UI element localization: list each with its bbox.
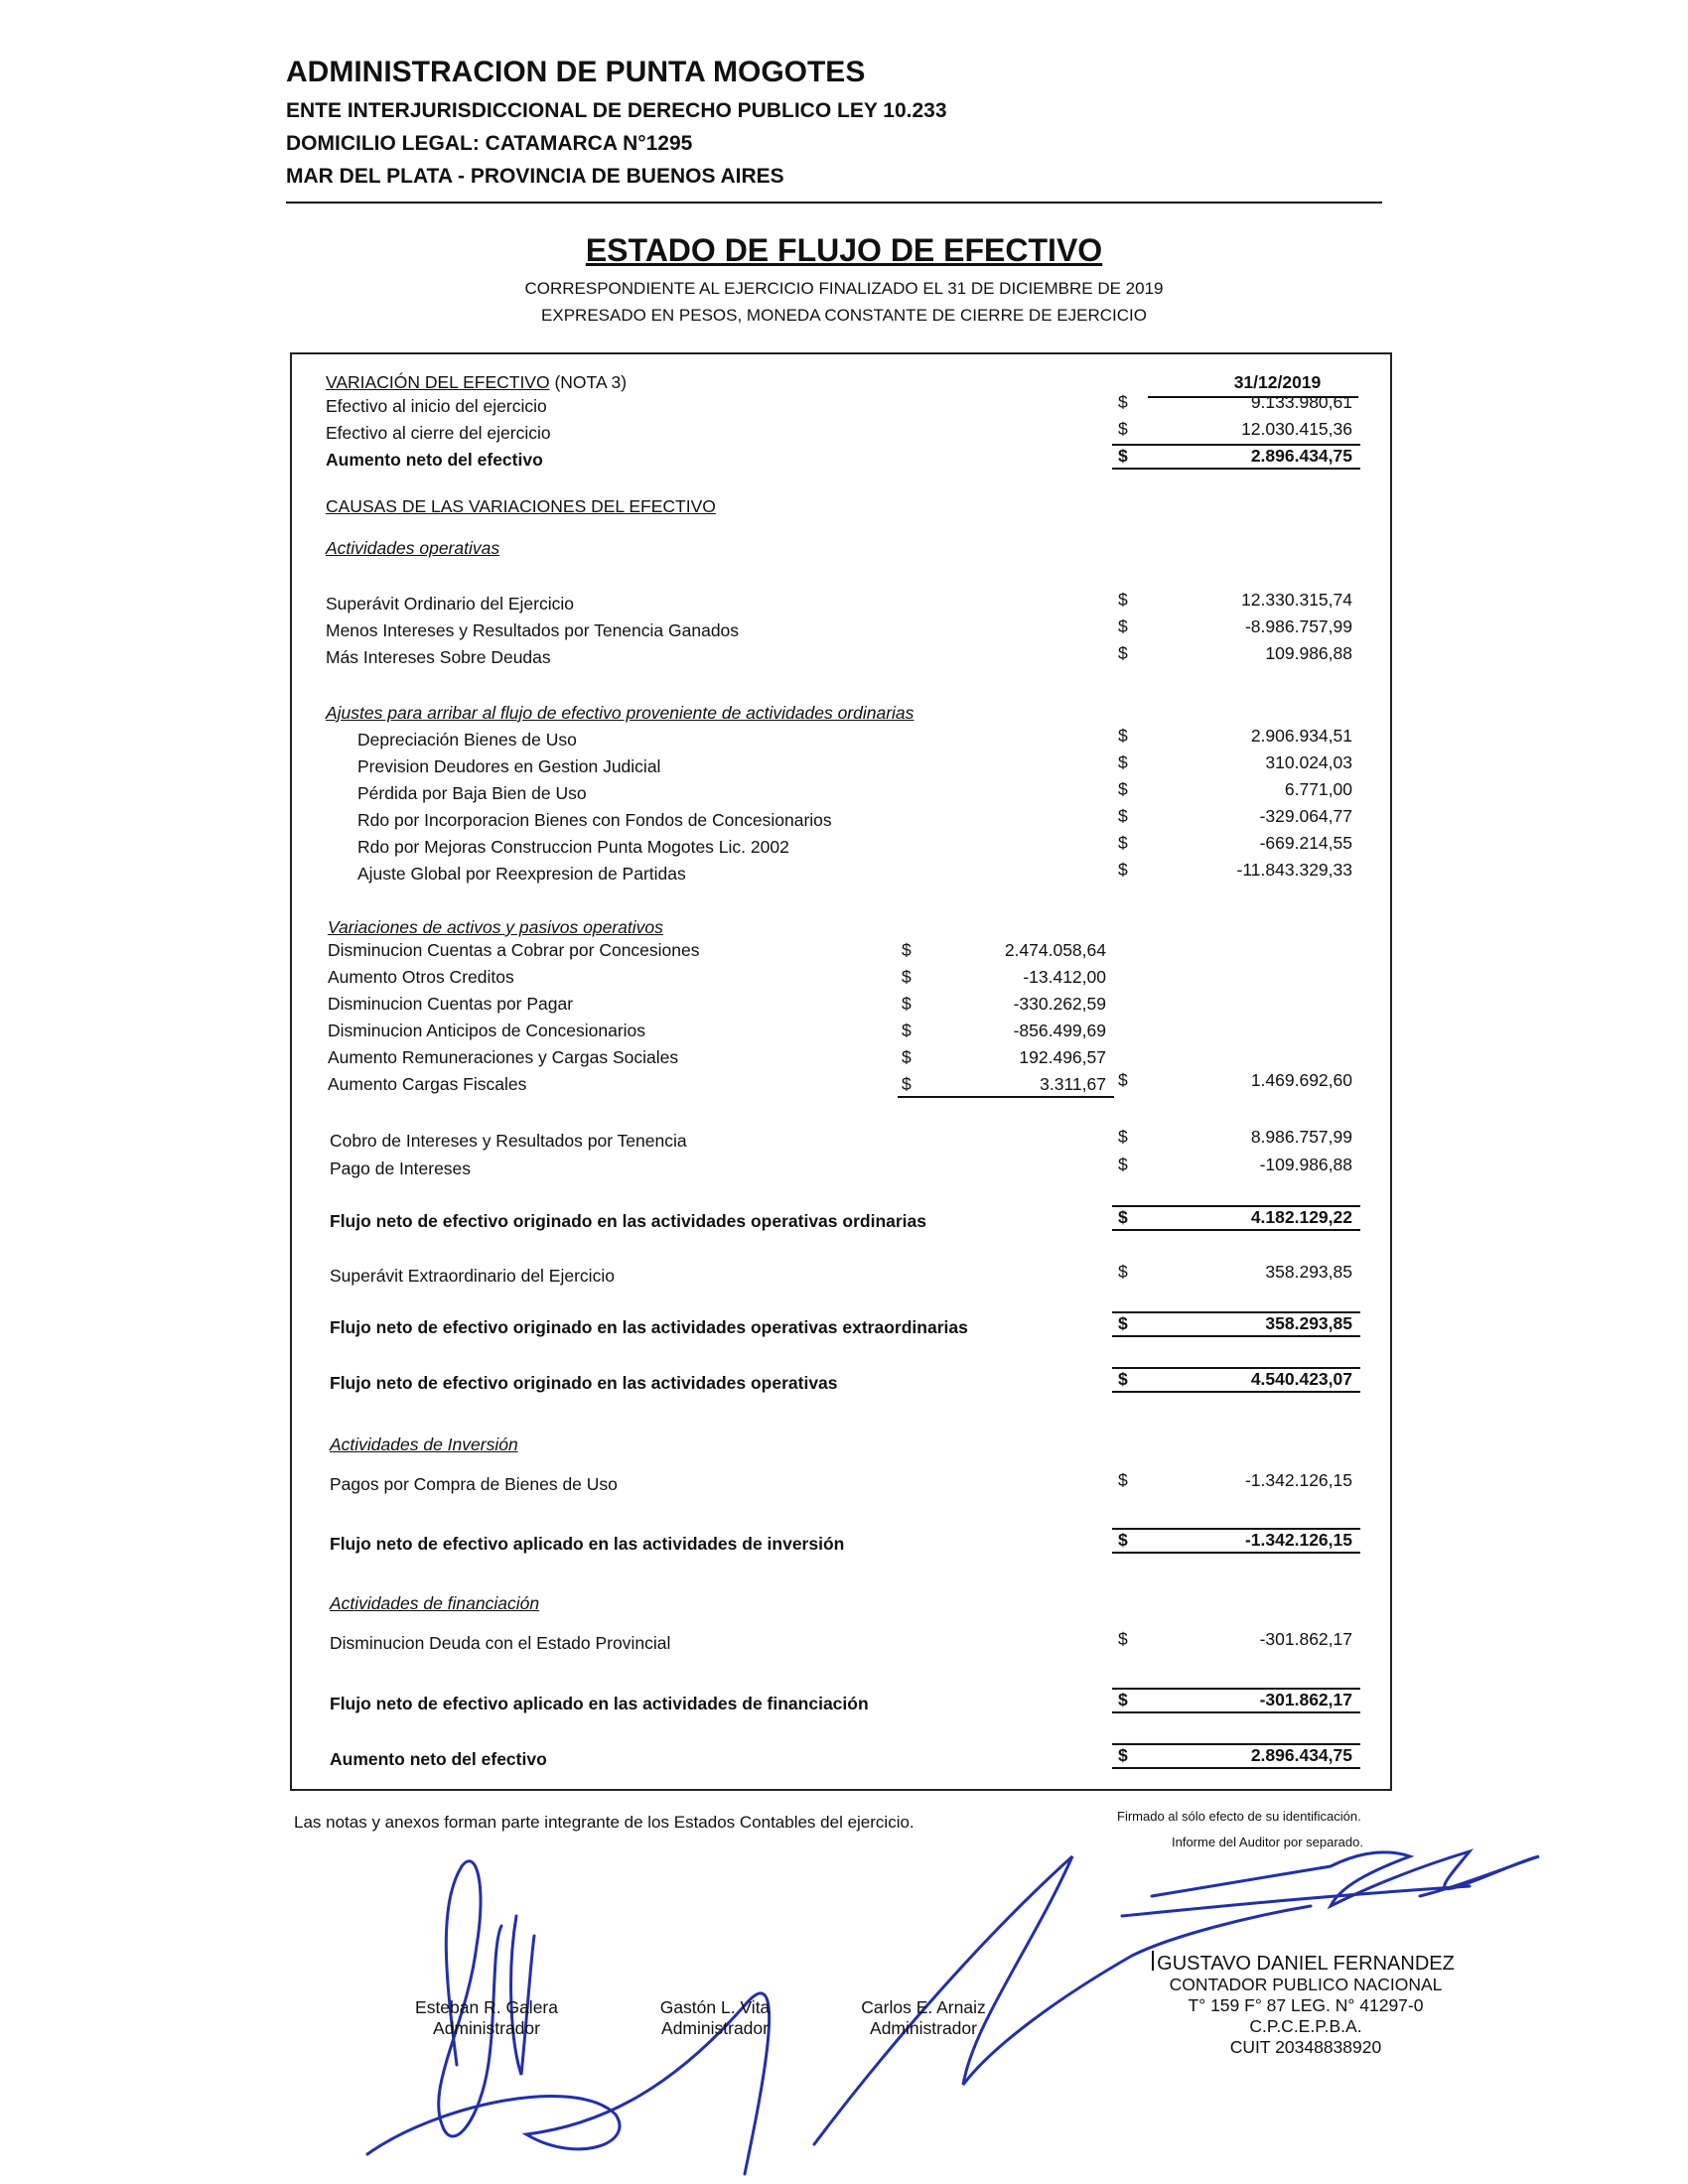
amount: 1.469.692,60 <box>1250 1070 1352 1090</box>
amount: 12.330.315,74 <box>1241 590 1352 610</box>
row-label: Ajustes para arribar al flujo de efectivo proveniente de actividades ordinarias <box>326 703 914 723</box>
row-label: Efectivo al cierre del ejercicio <box>326 423 551 443</box>
amount: 8.986.757,99 <box>1250 1127 1352 1147</box>
organization-address: DOMICILIO LEGAL: CATAMARCA N°1295 <box>286 132 693 155</box>
accountant-stamp <box>1142 1954 1470 2058</box>
admin-2-role: Administrador <box>661 2018 769 2038</box>
amount: 2.906.934,51 <box>1250 726 1352 746</box>
currency-symbol: $ <box>1118 752 1128 772</box>
total-rule-bottom <box>1112 1552 1360 1554</box>
currency-symbol: $ <box>1118 1155 1128 1174</box>
variation-heading <box>326 372 627 393</box>
sub-currency-symbol: $ <box>902 994 912 1014</box>
row-label: Disminucion Deuda con el Estado Provincial <box>330 1633 671 1653</box>
accountant-name: GUSTAVO DANIEL FERNANDEZ <box>1157 1953 1455 1975</box>
currency-symbol: $ <box>1118 1262 1128 1282</box>
currency-symbol: $ <box>1118 860 1128 880</box>
total-rule-top <box>1112 444 1360 446</box>
currency-symbol: $ <box>1118 1127 1128 1147</box>
row-label: Actividades operativas <box>326 538 500 558</box>
row-label: Rdo por Incorporacion Bienes con Fondos de Concesionarios <box>357 810 832 830</box>
organization-name: ADMINISTRACION DE PUNTA MOGOTES <box>286 56 866 88</box>
currency-symbol: $ <box>1118 1530 1128 1550</box>
amount: -301.862,17 <box>1259 1629 1352 1649</box>
amount: -329.064,77 <box>1259 806 1352 826</box>
document-period: CORRESPONDIENTE AL EJERCICIO FINALIZADO EL 31 DE DICIEMBRE DE 2019 <box>524 279 1164 298</box>
amount: 109.986,88 <box>1265 643 1352 663</box>
organization-legal-status: ENTE INTERJURISDICCIONAL DE DERECHO PUBLICO LEY 10.233 <box>286 99 947 122</box>
sub-amount: 192.496,57 <box>1019 1047 1106 1067</box>
currency-symbol: $ <box>1118 616 1128 636</box>
row-label: Variaciones de activos y pasivos operativos <box>328 917 663 937</box>
total-rule-top <box>1112 1528 1360 1530</box>
sub-currency-symbol: $ <box>902 940 912 960</box>
sub-currency-symbol: $ <box>902 1074 912 1094</box>
sub-currency-symbol: $ <box>902 1047 912 1067</box>
sub-amount: -330.262,59 <box>1013 994 1106 1014</box>
organization-city: MAR DEL PLATA - PROVINCIA DE BUENOS AIRES <box>286 165 784 188</box>
sub-amount: 3.311,67 <box>1040 1074 1106 1094</box>
amount: -109.986,88 <box>1259 1155 1352 1174</box>
admin-2-name: Gastón L. Vita <box>659 1997 771 2017</box>
currency-symbol: $ <box>1118 1629 1128 1649</box>
row-label: Aumento neto del efectivo <box>326 450 543 470</box>
amount: 4.182.129,22 <box>1250 1207 1352 1227</box>
accountant-title: CONTADOR PUBLICO NACIONAL <box>1169 1975 1443 1994</box>
row-label: Actividades de financiación <box>330 1593 540 1613</box>
row-label: Actividades de Inversión <box>330 1434 518 1454</box>
total-rule-top <box>1112 1311 1360 1313</box>
row-label: Superávit Extraordinario del Ejercicio <box>330 1266 615 1286</box>
document-title: ESTADO DE FLUJO DE EFECTIVO <box>585 232 1103 268</box>
sub-currency-symbol: $ <box>902 1021 912 1040</box>
admin-3-role: Administrador <box>870 2018 977 2038</box>
total-rule-bottom <box>1112 1391 1360 1393</box>
amount: 9.133.980,61 <box>1250 392 1352 412</box>
accountant-cuit: CUIT 20348838920 <box>1229 2037 1382 2057</box>
cash-flow-statement <box>290 352 1392 1791</box>
sub-currency-symbol: $ <box>902 967 912 987</box>
currency-symbol: $ <box>1118 446 1128 466</box>
row-label: Flujo neto de efectivo aplicado en las actividades de inversión <box>330 1534 845 1554</box>
admin-2 <box>635 1997 794 2039</box>
currency-symbol: $ <box>1118 590 1128 610</box>
currency-symbol: $ <box>1118 726 1128 746</box>
currency-symbol: $ <box>1118 419 1128 439</box>
total-rule-bottom <box>1112 1335 1360 1337</box>
total-rule-top <box>1112 1205 1360 1207</box>
signature-fernandez-underline <box>1122 1886 1470 1916</box>
amount: -11.843.329,33 <box>1236 860 1352 880</box>
amount: -669.214,55 <box>1259 833 1352 853</box>
total-rule-top <box>1112 1743 1360 1745</box>
sub-amount: 2.474.058,64 <box>1004 940 1106 960</box>
amount: 2.896.434,75 <box>1250 1745 1352 1765</box>
variation-heading-note: (NOTA 3) <box>549 372 628 392</box>
total-rule-bottom <box>1112 468 1360 470</box>
row-label: Aumento Cargas Fiscales <box>328 1074 527 1094</box>
amount: 2.896.434,75 <box>1250 446 1352 466</box>
currency-symbol: $ <box>1118 779 1128 799</box>
row-label: Más Intereses Sobre Deudas <box>326 647 551 667</box>
currency-symbol: $ <box>1118 1745 1128 1765</box>
amount: 4.540.423,07 <box>1250 1369 1352 1389</box>
row-label: Pago de Intereses <box>330 1159 472 1178</box>
total-rule-top <box>1112 1688 1360 1690</box>
row-label: Prevision Deudores en Gestion Judicial <box>357 756 661 776</box>
row-label: Flujo neto de efectivo aplicado en las actividades de financiación <box>330 1694 869 1713</box>
admin-3 <box>844 1997 1003 2039</box>
admin-1-role: Administrador <box>433 2018 540 2038</box>
currency-symbol: $ <box>1118 1070 1128 1090</box>
signed-note: Firmado al sólo efecto de su identificación. <box>1117 1809 1361 1824</box>
accountant-registry: T° 159 F° 87 LEG. N° 41297-0 <box>1188 1995 1424 2015</box>
amount: -8.986.757,99 <box>1244 616 1352 636</box>
signature-fernandez <box>1152 1851 1539 1906</box>
signature-galera-stroke <box>511 1916 534 2075</box>
currency-symbol: $ <box>1118 806 1128 826</box>
currency-symbol: $ <box>1118 1313 1128 1333</box>
amount: 358.293,85 <box>1265 1313 1352 1333</box>
variation-heading-label: VARIACIÓN DEL EFECTIVO <box>326 372 550 392</box>
notes-statement: Las notas y anexos forman parte integrante de los Estados Contables del ejercicio. <box>294 1813 914 1832</box>
row-label: Aumento neto del efectivo <box>330 1749 547 1769</box>
row-label: Menos Intereses y Resultados por Tenencia Ganados <box>326 620 740 640</box>
currency-symbol: $ <box>1118 1369 1128 1389</box>
row-label: Aumento Remuneraciones y Cargas Sociales <box>328 1047 679 1067</box>
row-label: Pagos por Compra de Bienes de Uso <box>330 1474 618 1494</box>
accountant-council: C.P.C.E.P.B.A. <box>1249 2016 1362 2036</box>
row-label: Superávit Ordinario del Ejercicio <box>326 594 574 614</box>
row-label: Flujo neto de efectivo originado en las actividades operativas ordinarias <box>330 1211 926 1231</box>
row-label: Ajuste Global por Reexpresion de Partidas <box>357 864 686 884</box>
row-label: Disminucion Cuentas a Cobrar por Concesiones <box>328 940 700 960</box>
currency-symbol: $ <box>1118 1207 1128 1227</box>
row-label: Disminucion Cuentas por Pagar <box>328 994 574 1014</box>
sub-amount: -13.412,00 <box>1023 967 1106 987</box>
row-label: CAUSAS DE LAS VARIACIONES DEL EFECTIVO <box>326 496 716 516</box>
row-label: Depreciación Bienes de Uso <box>357 730 577 750</box>
currency-symbol: $ <box>1118 643 1128 663</box>
currency-symbol: $ <box>1118 1690 1128 1709</box>
row-label: Cobro de Intereses y Resultados por Tenencia <box>330 1131 687 1151</box>
amount: 310.024,03 <box>1265 752 1352 772</box>
row-label: Efectivo al inicio del ejercicio <box>326 396 547 416</box>
row-label: Flujo neto de efectivo originado en las actividades operativas <box>330 1373 838 1393</box>
subtotal-rule <box>898 1096 1114 1098</box>
row-label: Disminucion Anticipos de Concesionarios <box>328 1021 646 1040</box>
total-rule-bottom <box>1112 1229 1360 1231</box>
currency-symbol: $ <box>1118 1470 1128 1490</box>
total-rule-bottom <box>1112 1767 1360 1769</box>
amount: 358.293,85 <box>1265 1262 1352 1282</box>
currency-symbol: $ <box>1118 392 1128 412</box>
amount: -1.342.126,15 <box>1244 1470 1352 1490</box>
header-divider <box>286 202 1382 204</box>
total-rule-bottom <box>1112 1711 1360 1713</box>
row-label: Aumento Otros Creditos <box>328 967 514 987</box>
sub-amount: -856.499,69 <box>1013 1021 1106 1040</box>
document-currency-note: EXPRESADO EN PESOS, MONEDA CONSTANTE DE CIERRE DE EJERCICIO <box>541 306 1147 325</box>
admin-1-name: Esteban R. Galera <box>415 1997 558 2017</box>
amount: -1.342.126,15 <box>1244 1530 1352 1550</box>
admin-3-name: Carlos E. Arnaiz <box>861 1997 986 2017</box>
currency-symbol: $ <box>1118 833 1128 853</box>
date-column-header: 31/12/2019 <box>1233 372 1322 392</box>
amount: 6.771,00 <box>1284 779 1352 799</box>
admin-1 <box>397 1997 576 2039</box>
total-rule-top <box>1112 1367 1360 1369</box>
row-label: Rdo por Mejoras Construccion Punta Mogotes Lic. 2002 <box>357 837 789 857</box>
amount: -301.862,17 <box>1259 1690 1352 1709</box>
row-label: Flujo neto de efectivo originado en las actividades operativas extraordinarias <box>330 1317 968 1337</box>
auditor-report-note: Informe del Auditor por separado. <box>1172 1835 1363 1849</box>
amount: 12.030.415,36 <box>1241 419 1352 439</box>
row-label: Pérdida por Baja Bien de Uso <box>357 783 587 803</box>
